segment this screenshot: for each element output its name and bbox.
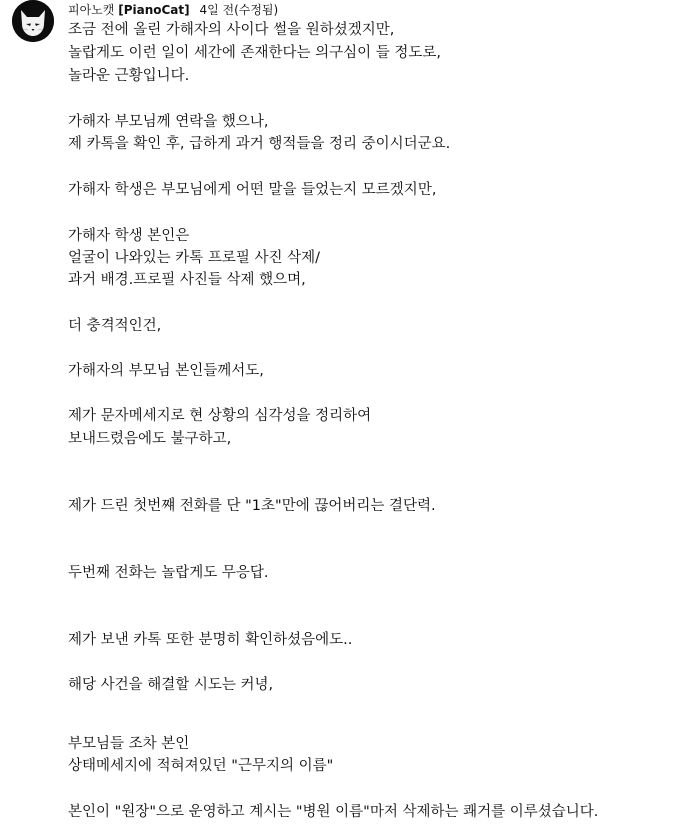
comment-text-line: 놀랍게도 이런 일이 세간에 존재한다는 의구심이 들 정도로, <box>68 45 442 61</box>
comment-text-line: 보내드렸음에도 불구하고, <box>68 431 232 447</box>
comment-text-line: 가해자의 부모님 본인들께서도, <box>68 363 264 379</box>
comment-text-line: 상태메세지에 적혀져있던 "근무지의 이름" <box>68 758 334 774</box>
cat-face-icon <box>12 0 54 42</box>
comment-text-line: 본인이 "원장"으로 운영하고 계시는 "병원 이름"마저 삭제하는 쾌거를 이루셨습니다. <box>68 804 599 820</box>
comment-text-line: 가해자 학생 본인은 <box>68 228 190 244</box>
comment-text-line: 과거 배경.프로필 사진들 삭제 했으며, <box>68 272 306 288</box>
author-handle[interactable]: [PianoCat] <box>118 3 190 17</box>
comment-timestamp[interactable]: 4일 전(수정됨) <box>199 3 279 17</box>
comment-text-line: 제가 드린 첫번쨰 전화를 단 "1초"만에 끊어버리는 결단력. <box>68 498 436 514</box>
comment-text-line: 제 카톡을 확인 후, 급하게 과거 행적들을 정리 중이시더군요. <box>68 136 451 152</box>
comment-text-line: 제가 문자메세지로 현 상황의 심각성을 정리하여 <box>68 408 372 424</box>
comment-text-line: 가해자 학생은 부모님에게 어떤 말을 들었는지 모르겠지만, <box>68 182 437 198</box>
avatar[interactable] <box>12 0 54 42</box>
comment-text-line: 해당 사건을 해결할 시도는 커녕, <box>68 677 274 693</box>
comment-text-line: 가해자 부모님께 연락을 했으나, <box>68 114 269 130</box>
comment-header <box>68 2 278 18</box>
comment-text-line: 놀라운 근황입니다. <box>68 68 190 84</box>
comment-text-line: 얼굴이 나와있는 카톡 프로필 사진 삭제/ <box>68 250 321 266</box>
comment-text-line: 두번째 전화는 놀랍게도 무응답. <box>68 565 269 581</box>
comment-text-line: 조금 전에 올린 가해자의 사이다 썰을 원하셨겠지만, <box>68 22 395 38</box>
comment-text-line: 부모님들 조차 본인 <box>68 736 190 752</box>
comment-text-line: 제가 보낸 카톡 또한 분명히 확인하셨음에도.. <box>68 632 353 648</box>
comment-text-line: 더 충격적인건, <box>68 318 162 334</box>
author-name[interactable]: 피아노캣 <box>68 3 115 17</box>
